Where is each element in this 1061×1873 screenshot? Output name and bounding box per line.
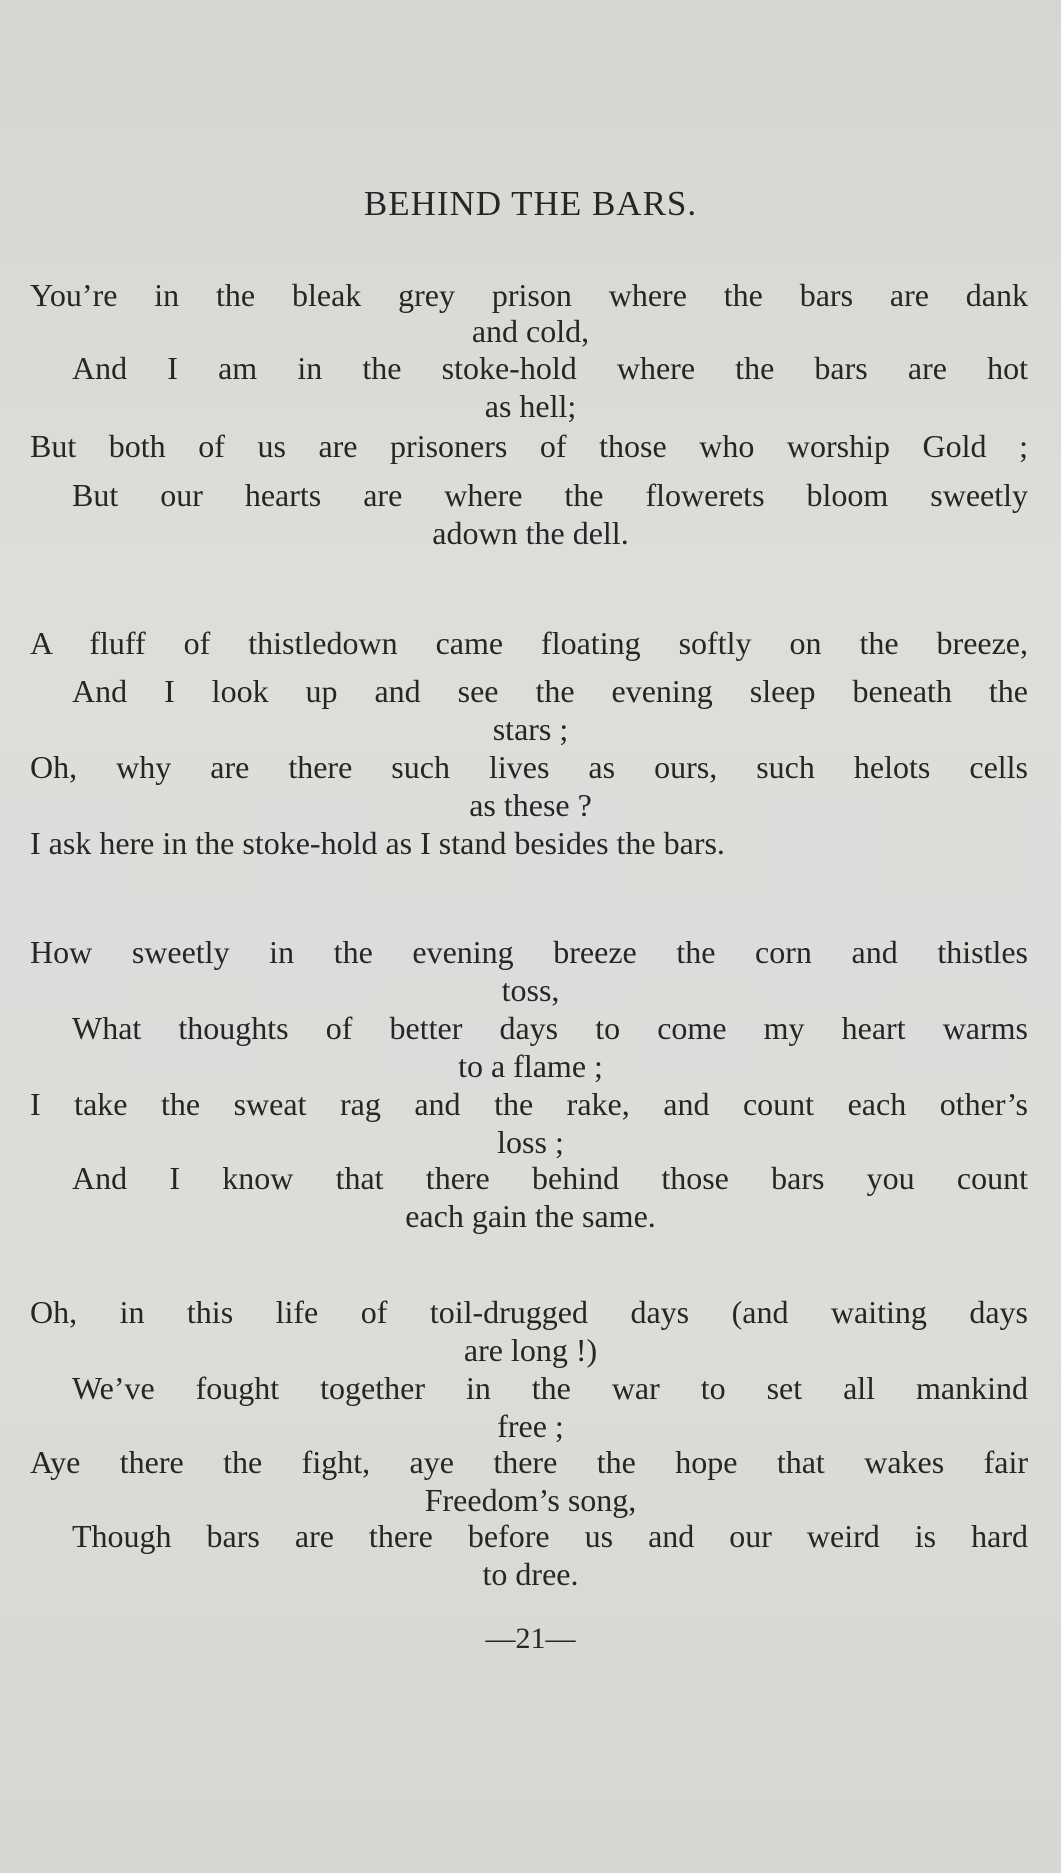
stanza-1-line-1: You’re in the bleak grey prison where the bars are dank [30,277,1028,313]
stanza-1-line-2-continuation: as hell; [484,388,577,424]
stanza-2-line-2: And I look up and see the evening sleep beneath the [72,673,1028,709]
stanza-4-line-1-continuation: are long !) [463,1332,598,1368]
stanza-4-line-2: We’ve fought together in the war to set all mankind [72,1370,1028,1406]
stanza-2-line-3-continuation: as these ? [469,787,592,823]
stanza-3-line-3-continuation: loss ; [497,1124,564,1160]
stanza-2-line-3: Oh, why are there such lives as ours, such helots cells [30,749,1028,785]
stanza-4-line-2-continuation: free ; [497,1408,564,1444]
stanza-4-line-4: Though bars are there before us and our weird is hard [72,1518,1028,1554]
stanza-3-line-2: What thoughts of better days to come my heart warms [72,1010,1028,1046]
stanza-1-line-4: But our hearts are where the flowerets bloom sweetly [72,477,1028,513]
stanza-1-line-4-continuation: adown the dell. [432,515,629,551]
stanza-4-line-4-continuation: to dree. [482,1556,579,1592]
stanza-1-line-2: And I am in the stoke-hold where the bars are hot [72,350,1028,386]
stanza-3-line-2-continuation: to a flame ; [458,1048,603,1084]
stanza-1-line-1-continuation: and cold, [471,313,590,349]
stanza-4-line-3-continuation: Freedom’s song, [424,1482,637,1518]
stanza-3-line-4: And I know that there behind those bars you count [72,1160,1028,1196]
stanza-2-line-1: A fluff of thistledown came floating softly on the breeze, [30,625,1028,661]
stanza-4-line-3: Aye there the fight, aye there the hope that wakes fair [30,1444,1028,1480]
stanza-3-line-1-continuation: toss, [501,972,560,1008]
stanza-4-line-1: Oh, in this life of toil-drugged days (and waiting days [30,1294,1028,1330]
stanza-2-line-2-continuation: stars ; [492,711,569,747]
poem-title: BEHIND THE BARS. [363,184,698,223]
stanza-3-line-1: How sweetly in the evening breeze the corn and thistles [30,934,1028,970]
stanza-2-line-4: I ask here in the stoke-hold as I stand besides the bars. [30,825,725,861]
stanza-3-line-4-continuation: each gain the same. [405,1198,656,1234]
stanza-3-line-3: I take the sweat rag and the rake, and count each other’s [30,1086,1028,1122]
stanza-1-line-3: But both of us are prisoners of those who worship Gold ; [30,428,1028,464]
page-number: —21— [485,1622,576,1655]
